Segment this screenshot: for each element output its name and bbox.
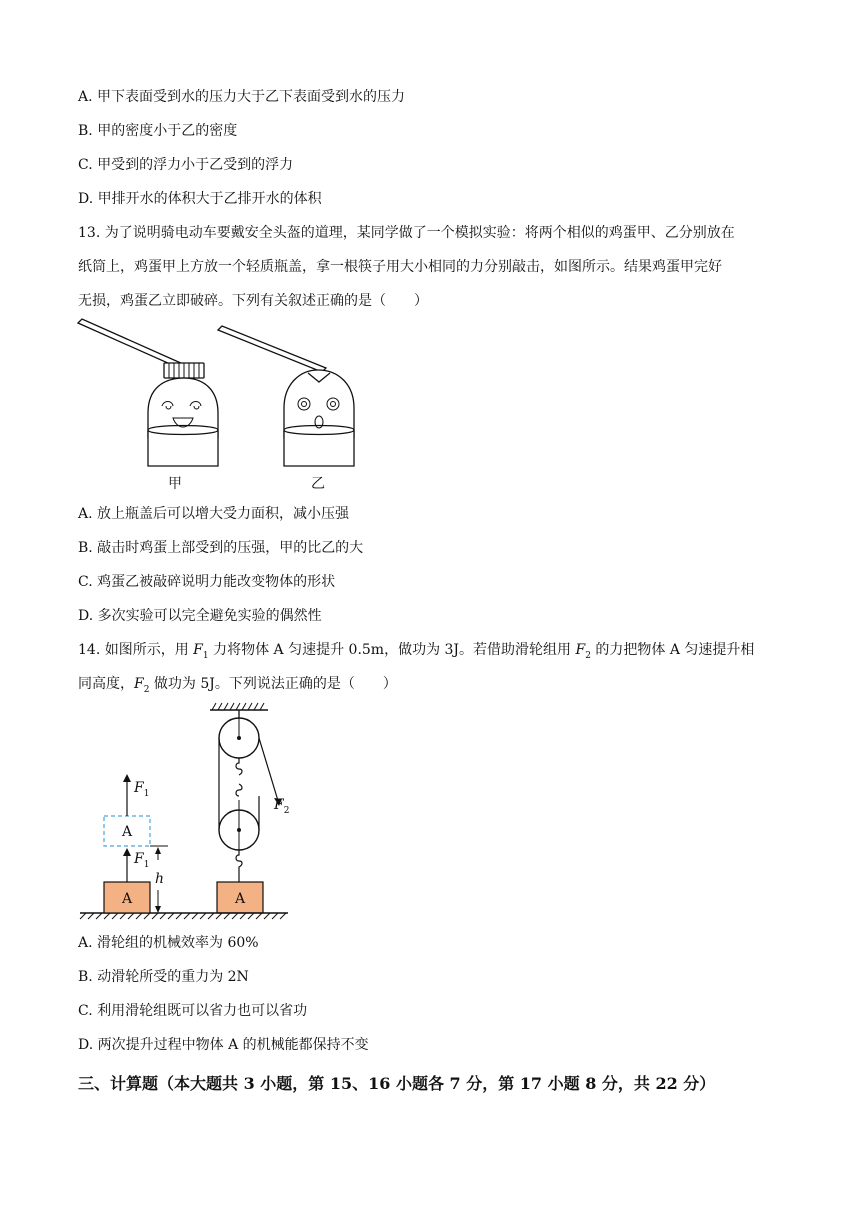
- q13-stem-line-3: 无损，鸡蛋乙立即破碎。下列有关叙述正确的是（ ）: [78, 293, 428, 309]
- q14-option-d: D. 两次提升过程中物体 A 的机械能都保持不变: [78, 1037, 369, 1053]
- fixed-hook-icon: [236, 758, 242, 775]
- chopstick-jia: [78, 319, 183, 368]
- q12-option-d: D. 甲排开水的体积大于乙排开水的体积: [78, 191, 322, 207]
- q14-f2-symbol-2: F: [134, 676, 144, 692]
- q14-pulley-figure: [76, 700, 296, 925]
- block-a-raised-label: A: [121, 824, 133, 840]
- block-a-pulley-label: A: [234, 891, 246, 907]
- fixed-pulley: [219, 710, 259, 758]
- figure-label-yi: 乙: [311, 476, 325, 492]
- movable-pulley: [219, 800, 259, 850]
- q13-option-b: B. 敲击时鸡蛋上部受到的压强，甲的比乙的大: [78, 540, 364, 556]
- q13-stem-line-2: 纸筒上，鸡蛋甲上方放一个轻质瓶盖，拿一根筷子用大小相同的力分别敲击，如图所示。结果鸡蛋甲完好: [78, 259, 722, 275]
- f2-label: $F_2$: [274, 797, 290, 816]
- chopstick-yi: [218, 326, 326, 372]
- q13-option-d: D. 多次实验可以完全避免实验的偶然性: [78, 608, 322, 624]
- f1-label-top: $F_1$: [134, 780, 150, 799]
- q14-text-2b: 做功为 5J。下列说法正确的是（ ）: [149, 676, 397, 692]
- q14-text-1a: 14. 如图所示，用: [78, 642, 194, 658]
- f1-arrow-top: [123, 774, 131, 816]
- q14-option-c: C. 利用滑轮组既可以省力也可以省功: [78, 1003, 308, 1019]
- q14-option-b: B. 动滑轮所受的重力为 2N: [78, 969, 249, 985]
- q12-option-a: A. 甲下表面受到水的压力大于乙下表面受到水的压力: [78, 89, 406, 105]
- ceiling: [210, 703, 268, 710]
- q14-f2-sub-2: 2: [143, 684, 150, 695]
- q14-f-symbol: F: [193, 642, 203, 658]
- q12-option-b: B. 甲的密度小于乙的密度: [78, 123, 238, 139]
- q13-option-a: A. 放上瓶盖后可以增大受力面积，减小压强: [78, 506, 350, 522]
- f1-arrow-bottom: [123, 848, 131, 882]
- q13-stem-line-1: 13. 为了说明骑电动车要戴安全头盔的道理，某同学做了一个模拟实验：将两个相似的鸡蛋甲、乙分别放在: [78, 225, 735, 241]
- figure-label-jia: 甲: [168, 476, 182, 492]
- q14-text-1c: 的力把物体 A 匀速提升相: [590, 642, 755, 658]
- movable-hook-icon: [236, 850, 242, 882]
- q14-f2-sub: 2: [585, 650, 591, 661]
- ground: [80, 913, 288, 919]
- q13-option-c: C. 鸡蛋乙被敲碎说明力能改变物体的形状: [78, 574, 336, 590]
- q14-f2-symbol: F: [575, 642, 586, 658]
- q14-f-sub: 1: [202, 650, 209, 661]
- bottle-cap: [164, 363, 204, 378]
- q14-stem-line-1: [78, 641, 754, 665]
- section-3-heading: 三、计算题（本大题共 3 小题，第 15、16 小题各 7 分，第 17 小题 8 分，共 22 分）: [78, 1074, 716, 1093]
- q14-text-2a: 同高度，: [78, 676, 134, 692]
- q13-egg-figure: [76, 318, 366, 494]
- egg-jia: [148, 378, 218, 438]
- h-label: h: [155, 871, 165, 887]
- q12-option-c: C. 甲受到的浮力小于乙受到的浮力: [78, 157, 294, 173]
- q14-stem-line-2: [78, 675, 397, 699]
- block-a-ground-label: A: [121, 891, 133, 907]
- q14-option-a: A. 滑轮组的机械效率为 60%: [78, 935, 259, 951]
- f1-label-bottom: $F_1$: [134, 851, 150, 870]
- movable-top-hook-icon: [236, 784, 242, 796]
- egg-yi: [284, 370, 354, 438]
- q14-text-1b: 力将物体 A 匀速提升 0.5m，做功为 3J。若借助滑轮组用: [208, 642, 576, 658]
